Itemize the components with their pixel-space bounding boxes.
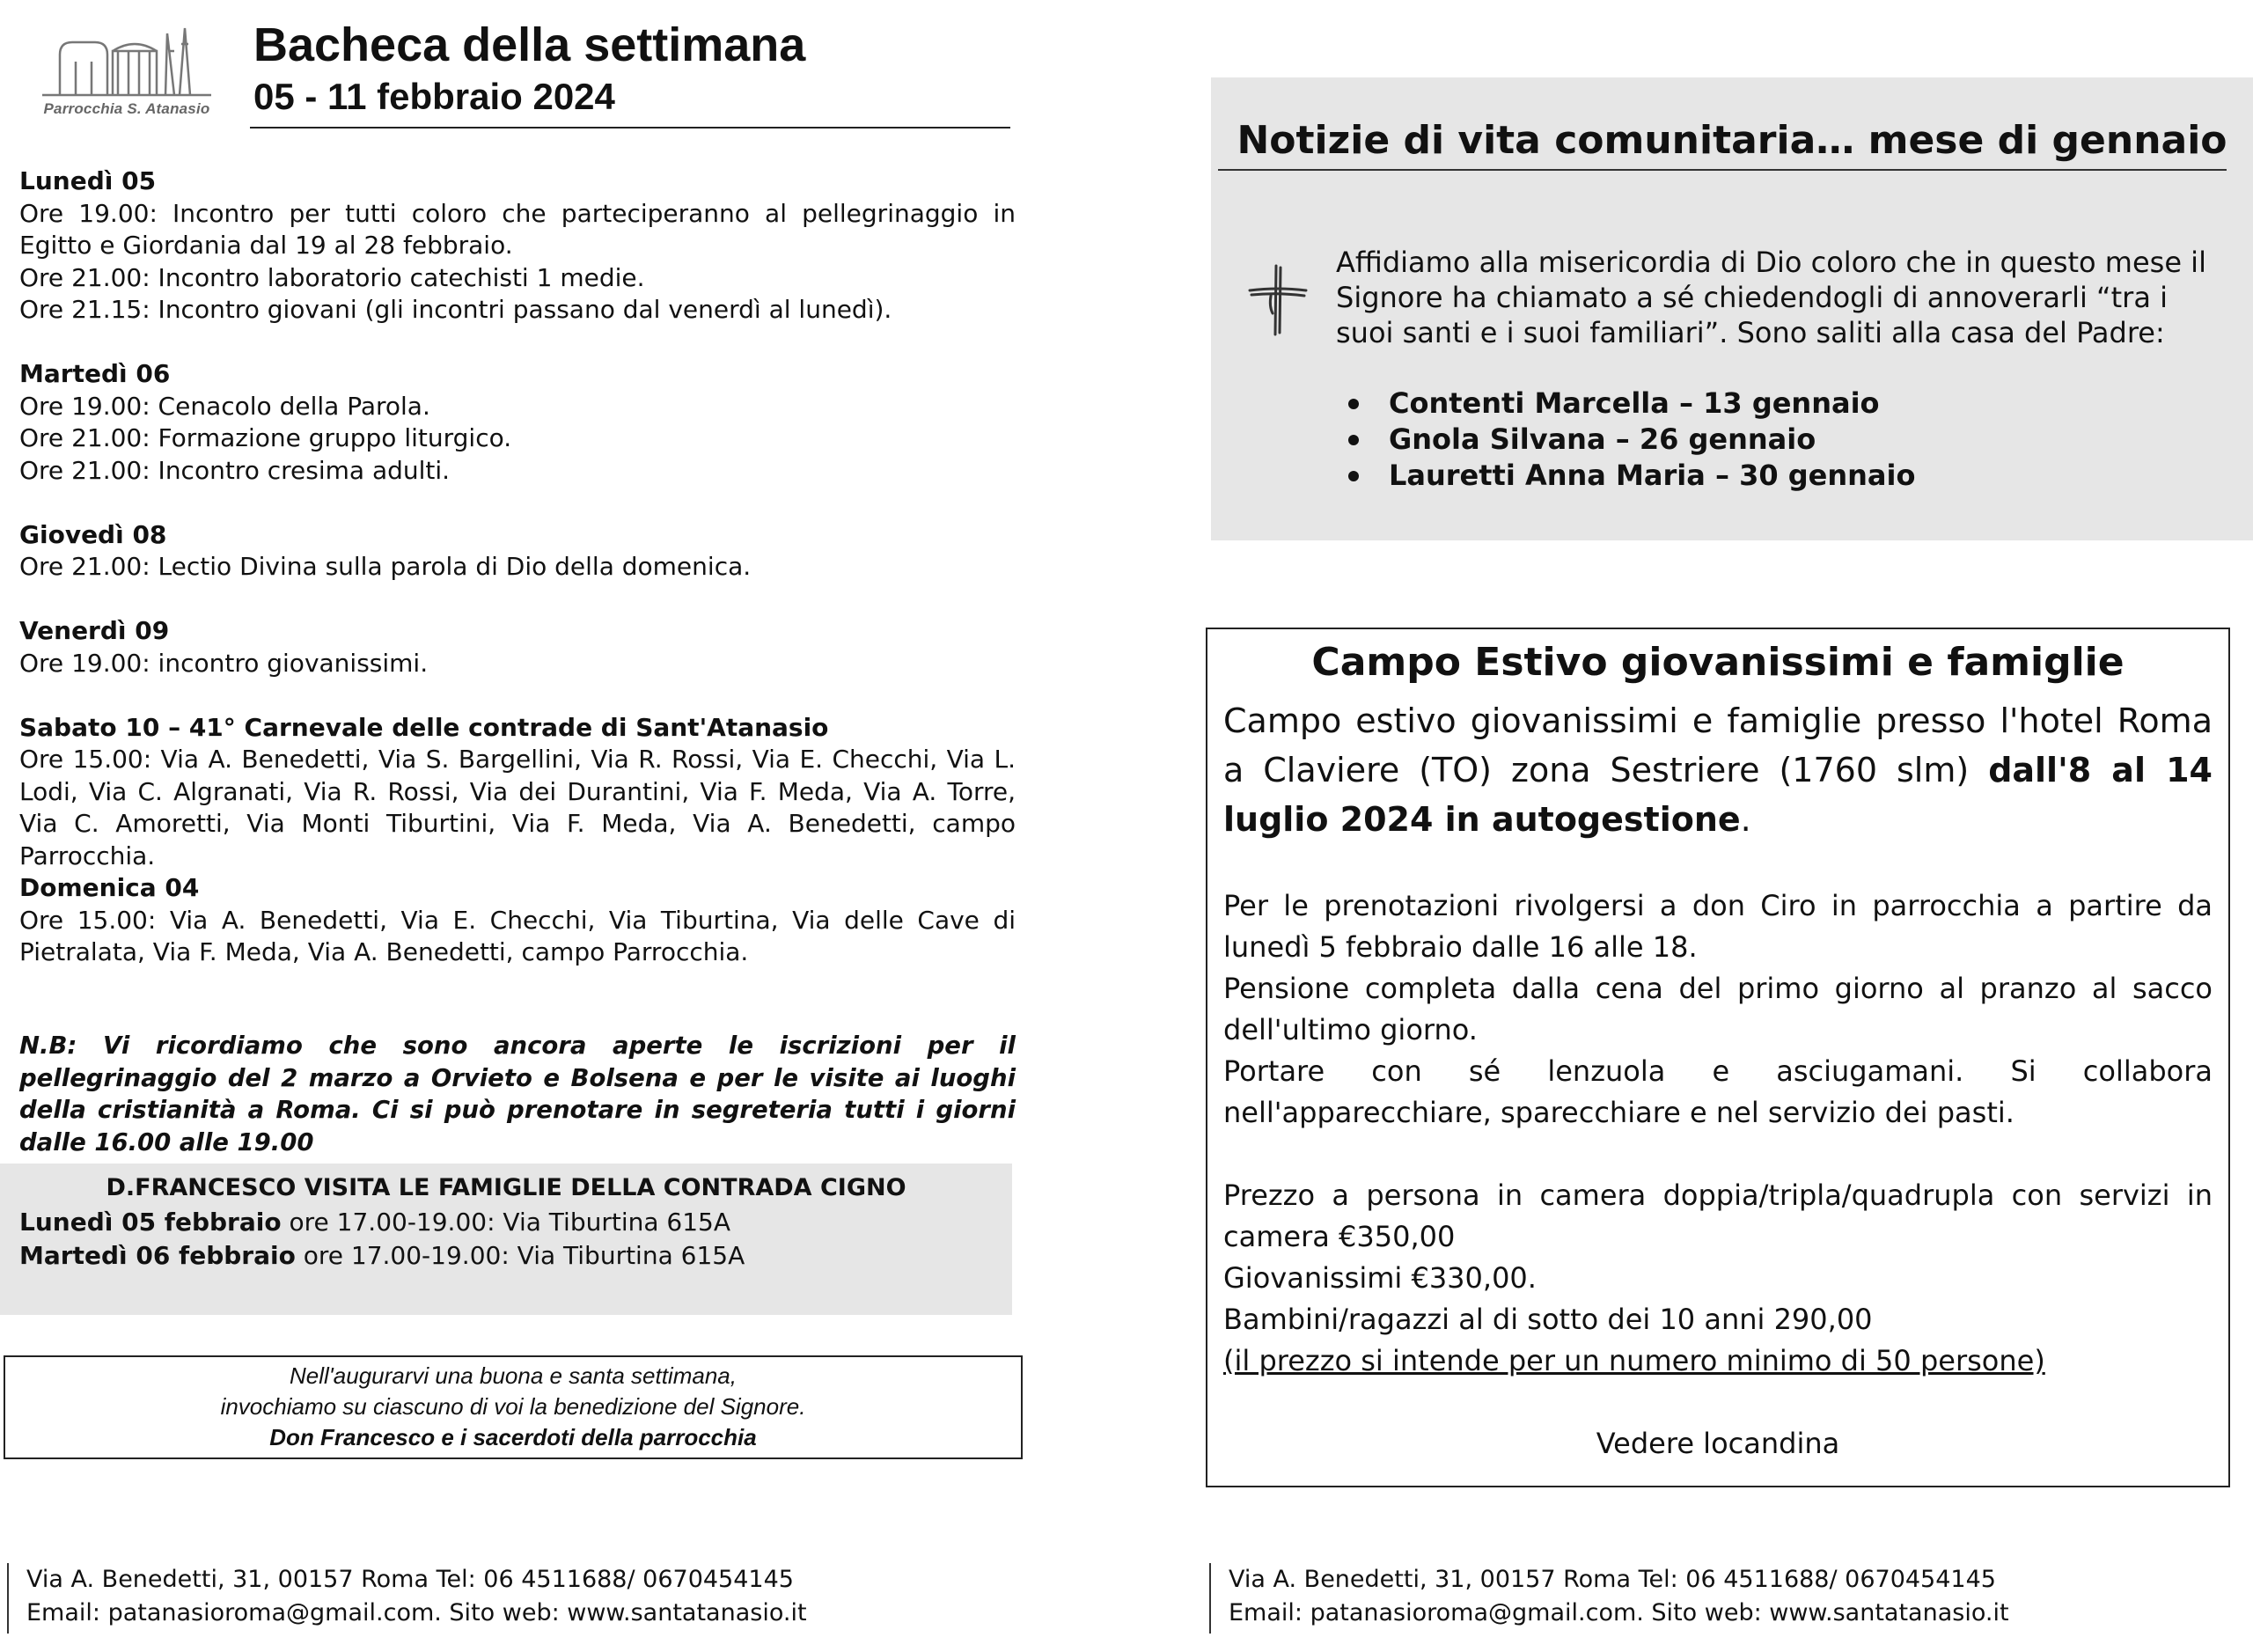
list-item: Contenti Marcella – 13 gennaio [1336,385,2216,422]
price-note: (il prezzo si intende per un numero minimo di 50 persone) [1223,1344,2045,1377]
day-title: Venerdì 09 [19,616,170,645]
summer-camp-title: Campo Estivo giovanissimi e famiglie [1311,640,2125,685]
schedule-line: Ore 21.00: Formazione gruppo liturgico. [19,423,512,452]
deceased-list [1336,385,2216,494]
schedule-day [19,358,1016,487]
community-news-divider [1218,169,2227,171]
schedule-line: Ore 19.00: Cenacolo della Parola. [19,391,430,421]
schedule-line: Ore 21.15: Incontro giovani (gli incontri passano dal venerdì al lunedì). [19,295,892,324]
intro-dates: dall'8 al 14 luglio 2024 in autogestione [1223,751,2213,839]
intro-text: Campo estivo giovanissimi e famiglie presso l'hotel Roma a Claviere (TO) zona Sestriere (1760 slm) [1223,701,2213,789]
visit-detail: ore 17.00-19.00: Via Tiburtina 615A [281,1208,731,1237]
schedule-day [19,615,1016,679]
bring-info: Portare con sé lenzuola e asciugamani. Si collabora nell'apparecchiare, sparecchiare e nel servizio dei pasti. [1223,1054,2213,1129]
weekly-schedule [19,165,1016,969]
greeting-signature: Don Francesco e i sacerdoti della parrocchia [269,1424,757,1450]
nota-bene: N.B: Vi ricordiamo che sono ancora aperte le iscrizioni per il pellegrinaggio del 2 marzo a Orvieto e Bolsena e per le visite ai luoghi della cristianità a Roma. Ci si può prenotare in segreteria tutti i giorni dalle 16.00 alle 19.00 [19,1032,1016,1156]
schedule-day [19,872,1016,969]
price-room: Prezzo a persona in camera doppia/tripla/quadrupla con servizi in camera €350,00 [1223,1178,2213,1253]
visit-date: Lunedì 05 febbraio [19,1208,282,1237]
day-title: Sabato 10 – 41° Carnevale delle contrade di Sant'Atanasio [19,712,829,742]
list-item: Lauretti Anna Maria – 30 gennaio [1336,458,2216,494]
schedule-line: Ore 21.00: Incontro laboratorio catechisti 1 medie. [19,262,645,292]
day-title: Domenica 04 [19,873,200,902]
price-youth: Giovanissimi €330,00. [1223,1261,1537,1295]
board-info: Pensione completa dalla cena del primo giorno al pranzo al sacco dell'ultimo giorno. [1223,972,2213,1046]
schedule-day [19,519,1016,584]
visit-row [19,1239,993,1273]
summer-camp-box [1206,628,2230,1487]
schedule-line: Ore 15.00: Via A. Benedetti, Via E. Checchi, Via Tiburtina, Via delle Cave di Pietralata, Via F. Meda, Via A. Benedetti, campo Parrocchia. [19,905,1016,966]
footer-contacts: Email: patanasioroma@gmail.com. Sito web: www.santatanasio.it [1229,1599,2009,1626]
greeting-box [4,1355,1023,1459]
price-children: Bambini/ragazzi al di sotto dei 10 anni 290,00 [1223,1303,1873,1336]
community-news-text: Affidiamo alla misericordia di Dio coloro che in questo mese il Signore ha chiamato a sé chiedendogli di annoverarli “tra i suoi santi e i suoi familiari”. Sono saliti alla casa del Padre: [1336,246,2206,349]
footer-contacts: Email: patanasioroma@gmail.com. Sito web: www.santatanasio.it [26,1599,807,1626]
footer-right [1209,1563,2009,1634]
footer-address: Via A. Benedetti, 31, 00157 Roma Tel: 06 4511688/ 0670454145 [1229,1566,1996,1593]
schedule-line: Ore 21.00: Lectio Divina sulla parola di Dio della domenica. [19,552,752,581]
summer-camp-intro [1223,696,2213,844]
visit-title: D.FRANCESCO VISITA LE FAMIGLIE DELLA CONTRADA CIGNO [106,1174,906,1201]
church-logo-icon [25,25,229,100]
schedule-line: Ore 21.00: Incontro cresima adulti. [19,455,451,485]
day-title: Giovedì 08 [19,519,167,549]
footer-address: Via A. Benedetti, 31, 00157 Roma Tel: 06 4511688/ 0670454145 [26,1566,794,1593]
booking-info: Per le prenotazioni rivolgersi a don Ciro in parrocchia a partire da lunedì 5 febbraio dalle 16 alle 18. [1223,889,2213,964]
intro-end: . [1740,800,1751,839]
schedule-day [19,165,1016,327]
logo-text: Parrocchia S. Atanasio [43,100,210,117]
schedule-line: Ore 19.00: incontro giovanissimi. [19,648,429,678]
footer-left [7,1563,807,1634]
cross-icon [1246,262,1310,338]
schedule-line: Ore 15.00: Via A. Benedetti, Via S. Bargellini, Via R. Rossi, Via E. Checchi, Via L. Lodi, Via C. Algranati, Via R. Rossi, Via dei Durantini, Via F. Meda, Via A. Torre, Via C. Amoretti, Via Monti Tiburtini, Via F. Meda, Via A. Benedetti, campo Parrocchia. [19,745,1016,870]
schedule-line: Ore 19.00: Incontro per tutti coloro che parteciperanno al pellegrinaggio in Egitto e Giordania dal 19 al 28 febbraio. [19,198,1016,260]
visit-panel [0,1164,1012,1315]
page-title: Bacheca della settimana [253,18,806,71]
schedule-day [19,712,1016,873]
community-news-title: Notizie di vita comunitaria… mese di gennaio [1237,118,2227,163]
day-title: Martedì 06 [19,359,171,388]
visit-row [19,1206,993,1239]
visit-date: Martedì 06 febbraio [19,1241,296,1270]
community-news-panel [1211,77,2253,540]
title-divider [250,127,1010,128]
greeting-line: Nell'augurarvi una buona e santa settimana, [290,1362,737,1389]
parish-logo [25,25,229,123]
visit-detail: ore 17.00-19.00: Via Tiburtina 615A [295,1241,745,1270]
greeting-line: invochiamo su ciascuno di voi la benedizione del Signore. [220,1393,806,1420]
day-title: Lunedì 05 [19,166,157,195]
date-range: 05 - 11 febbraio 2024 [253,76,615,117]
see-poster: Vedere locandina [1596,1427,1840,1460]
list-item: Gnola Silvana – 26 gennaio [1336,422,2216,458]
